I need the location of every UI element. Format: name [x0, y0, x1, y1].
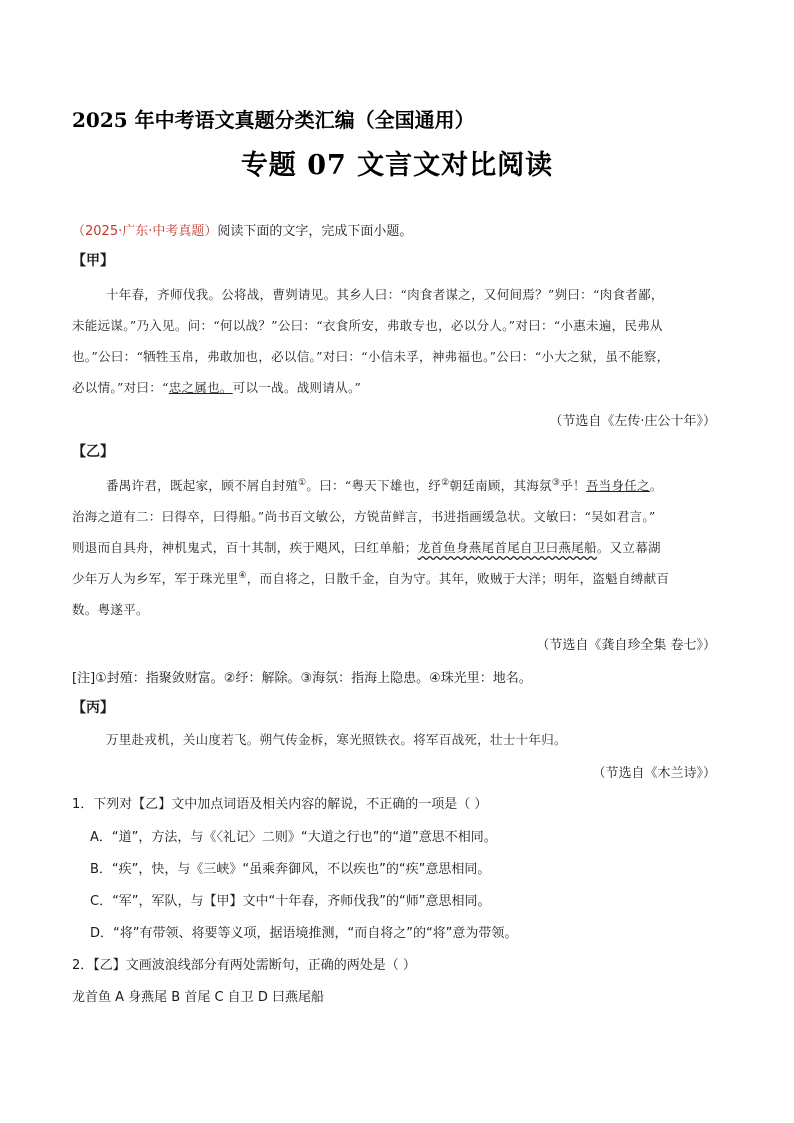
- note-ref-3: ③: [551, 477, 561, 488]
- wavy-underlined-phrase: 龙首鱼身燕尾首尾自卫曰燕尾船: [417, 540, 597, 555]
- passage-b-line-3: 则退而自具舟，神机鬼式，百十其制，疾于飓风，曰红单船；龙首鱼身燕尾首尾自卫曰燕尾船。又立幕湖: [72, 540, 661, 555]
- question-2-stem: 2．【乙】文画波浪线部分有两处需断句，正确的两处是（ ）: [72, 958, 416, 973]
- note-ref-2: ②: [441, 477, 450, 488]
- instruction: 阅读下面的文字，完成下面小题。: [217, 224, 413, 239]
- passage-a-line-3: 也。”公曰：“牺牲玉帛，弗敢加也，必以信。”对曰：“小信未孚，神弗福也。”公曰：“小大之狱，虽不能察，: [72, 349, 670, 364]
- question-intro: [72, 220, 412, 239]
- series-title: 2025 年中考语文真题分类汇编（全国通用）: [72, 108, 475, 132]
- passage-b-line-2: 治海之道有二：曰得卒，曰得船。”尚书百文敏公，方锐苗鲜言，书进指画缓急状。文敏曰：“吴如君言。”: [72, 509, 656, 524]
- note-ref-1: ①: [298, 477, 307, 488]
- passage-b-label: 【乙】: [72, 444, 114, 460]
- topic-title: 专题 07 文言文对比阅读: [240, 150, 554, 181]
- note-ref-4: ④: [238, 570, 247, 581]
- passage-a-line-4: 必以情。”对曰：“忠之属也。可以一战。战则请从。”: [72, 380, 362, 395]
- passage-b-line-1: 番禺许君，既起家，顾不屑自封殖①。曰：“粤天下雄也，纾②朝廷南顾，其海氛③乎！吾当身任之。: [106, 477, 663, 493]
- passage-b-line-5: 数。粤遂平。: [72, 602, 149, 617]
- question-2-choices: 龙首鱼 A 身燕尾 B 首尾 C 自卫 D 曰燕尾船: [72, 990, 324, 1005]
- question-1-option-a: A．“道”，方法，与《〈礼记〉二则》“大道之行也”的“道”意思不相同。: [90, 830, 497, 845]
- question-1-option-b: B．“疾”，快，与《三峡》“虽乘奔御风，不以疾也”的“疾”意思相同。: [90, 862, 491, 877]
- underlined-phrase: 忠之属也。: [168, 380, 233, 395]
- source-tag: （2025·广东·中考真题）: [72, 224, 218, 239]
- question-1-stem: 1．下列对【乙】文中加点词语及相关内容的解说，不正确的一项是（ ）: [72, 797, 488, 812]
- passage-a-label: 【甲】: [72, 253, 114, 269]
- annotations: [注]①封殖：指聚敛财富。②纾：解除。③海氛：指海上隐患。④珠光里：地名。: [72, 671, 532, 686]
- passage-c-label: 【丙】: [72, 700, 114, 716]
- passage-b-line-4: 少年万人为乡军，军于珠光里④，而自将之，日散千金，自为守。其年，败贼于大洋；明年，盗魁自缚献百: [72, 570, 670, 586]
- passage-a-line-1: 十年春，齐师伐我。公将战，曹刿请见。其乡人曰：“肉食者谋之，又何间焉？”刿曰：“肉食者鄙，: [106, 287, 664, 302]
- question-1-option-c: C．“军”，军队，与【甲】文中“十年春，齐师伐我”的“师”意思相同。: [90, 894, 491, 909]
- passage-a-source: （节选自《左传·庄公十年》）: [549, 414, 716, 429]
- question-1-option-d: D．“将”有带领、将要等义项，据语境推测，“而自将之”的“将”意为带领。: [90, 926, 518, 941]
- passage-c-line: 万里赴戎机，关山度若飞。朔气传金柝，寒光照铁衣。将军百战死，壮士十年归。: [106, 732, 567, 747]
- passage-b-source: （节选自《龚自珍全集 卷七》）: [536, 638, 716, 653]
- passage-a-line-2: 未能远谋。”乃入见。问：“何以战？”公曰：“衣食所安，弗敢专也，必以分人。”对曰：“小惠未遍，民弗从: [72, 318, 663, 333]
- underlined-phrase: 吾当身任之: [585, 478, 650, 493]
- passage-c-source: （节选自《木兰诗》）: [592, 766, 716, 781]
